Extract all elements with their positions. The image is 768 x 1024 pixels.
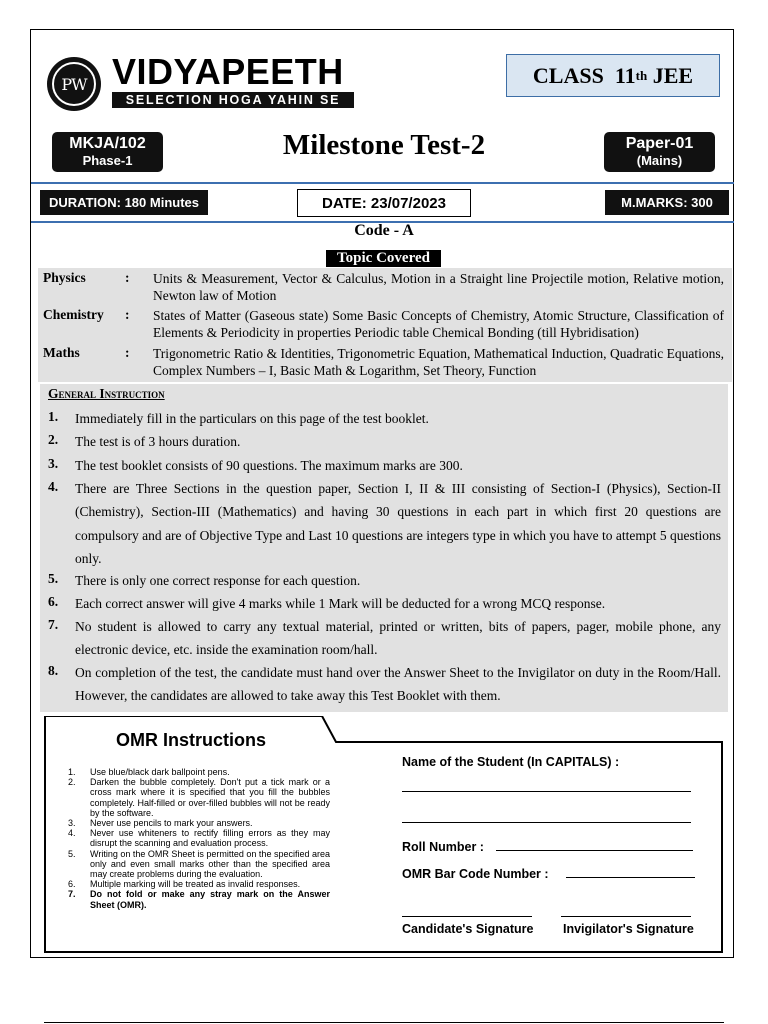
instruction-number: 8. — [48, 663, 59, 678]
topic-colon: : — [125, 307, 130, 322]
omr-item — [68, 767, 330, 777]
paper-code: Code - A — [354, 222, 414, 239]
instruction-number: 2. — [48, 432, 59, 447]
topic-text-chemistry: States of Matter (Gaseous state) Some Basic Concepts of Chemistry, Atomic Structure, Classification of Elements & Periodicity in properties Periodic table Chemical Bonding (till Hybridisation) — [153, 308, 724, 340]
omr-item-number: 3. — [68, 818, 76, 829]
roll-number-line[interactable] — [496, 850, 693, 851]
instruction-text: The test booklet consists of 90 questions. The maximum marks are 300. — [75, 458, 463, 473]
topic-subject-maths: Maths — [43, 345, 80, 360]
class-exam: JEE — [652, 62, 694, 88]
paper-badge — [604, 132, 715, 172]
omr-item-text: Do not fold or make any stray mark on the Answer Sheet (OMR). — [90, 889, 330, 910]
instruction-number: 5. — [48, 571, 59, 586]
omr-item-text: Multiple marking will be treated as invalid responses. — [90, 879, 301, 890]
omr-item-number: 2. — [68, 777, 76, 788]
instruction-number: 4. — [48, 479, 59, 494]
logo-mark: PW — [52, 62, 96, 106]
test-code: MKJA/102 — [69, 135, 146, 152]
instruction-text: There are Three Sections in the question paper, Section I, II & III consisting of Section-I (Physics), Section-II (Chemistry), Section-III (Mathematics) and having 30 questions in each part in which first 20 questions are compulsory and are of Objective Type and Last 10 questions are integers type in which you have to attempt 5 questions only. — [75, 481, 721, 566]
pw-logo — [47, 57, 101, 111]
candidate-signature-line[interactable] — [402, 916, 532, 917]
test-phase: Phase-1 — [82, 153, 133, 168]
omr-item-text: Writing on the OMR Sheet is permitted on the specified area only and even small marks other than the specified area may create problems during the evaluation. — [90, 848, 330, 880]
omr-item — [68, 889, 330, 909]
date-box: DATE: 23/07/2023 — [297, 189, 471, 217]
instruction-number: 6. — [48, 594, 59, 609]
invigilator-signature-line[interactable] — [561, 916, 691, 917]
omr-item-text: Never use pencils to mark your answers. — [90, 818, 253, 829]
roll-number-label: Roll Number : — [402, 840, 484, 854]
instructions-title: General Instruction — [48, 386, 165, 401]
topic-heading: Topic Covered — [326, 250, 441, 267]
topic-colon: : — [125, 345, 130, 360]
instruction-text: Each correct answer will give 4 marks while 1 Mark will be deducted for a wrong MCQ response. — [75, 596, 606, 611]
test-title: Milestone Test-2 — [282, 129, 486, 161]
duration-bar: DURATION: 180 Minutes — [40, 190, 208, 215]
omr-item-number: 1. — [68, 767, 76, 777]
instruction-text: The test is of 3 hours duration. — [75, 434, 241, 449]
marks-bar: M.MARKS: 300 — [605, 190, 729, 215]
omr-barcode-label: OMR Bar Code Number : — [402, 867, 549, 881]
instruction-number: 7. — [48, 617, 59, 632]
topic-text-physics: Units & Measurement, Vector & Calculus, Motion in a Straight line Projectile motion, Relative motion, Newton law of Motion — [153, 271, 724, 303]
paper-number: Paper-01 — [625, 135, 694, 152]
brand-name: VIDYAPEETH — [112, 51, 344, 92]
omr-item-text: Darken the bubble completely. Don't put a tick mark or a cross mark where it is specified that you fill the bubbles completely. Half-filled or over-filled bubbles will not be ready by the software. — [90, 777, 330, 818]
paper-type: (Mains) — [636, 153, 683, 168]
omr-item — [68, 777, 330, 818]
brand-tagline: SELECTION HOGA YAHIN SE — [112, 92, 354, 108]
student-name-line-2[interactable] — [402, 822, 691, 823]
omr-item — [68, 828, 330, 848]
topic-subject-physics: Physics — [43, 270, 86, 285]
omr-item-number: 5. — [68, 848, 76, 859]
class-number: 11 — [614, 62, 636, 88]
class-suffix: th — [635, 67, 648, 83]
omr-item-text: Use blue/black dark ballpoint pens. — [90, 767, 230, 777]
instruction-text: On completion of the test, the candidate must hand over the Answer Sheet to the Invigilator on duty in the Room/Hall. However, the candidates are allowed to take away this Test Booklet with them. — [75, 665, 721, 704]
instruction-number: 3. — [48, 456, 59, 471]
topic-text-maths: Trigonometric Ratio & Identities, Trigonometric Equation, Mathematical Induction, Quadratic Equations, Complex Numbers – I, Basic Math & Logarithm, Set Theory, Function — [153, 346, 724, 378]
omr-item — [68, 879, 330, 889]
omr-item-number: 7. — [68, 889, 76, 900]
omr-item-text: Never use whiteners to rectify filling errors as they may disrupt the scanning and evaluation process. — [90, 828, 330, 849]
divider-top — [31, 182, 734, 184]
instruction-text: There is only one correct response for each question. — [75, 573, 361, 588]
student-name-label: Name of the Student (In CAPITALS) : — [402, 755, 620, 769]
omr-barcode-line[interactable] — [566, 877, 695, 878]
omr-title: OMR Instructions — [116, 730, 267, 750]
class-label: CLASS — [532, 62, 604, 88]
test-code-badge — [52, 132, 163, 172]
instruction-text: Immediately fill in the particulars on this page of the test booklet. — [75, 411, 429, 426]
instruction-number: 1. — [48, 409, 59, 424]
topic-subject-chemistry: Chemistry — [43, 307, 104, 322]
omr-item — [68, 849, 330, 880]
omr-item-number: 6. — [68, 879, 76, 890]
candidate-signature-label: Candidate's Signature — [402, 922, 534, 936]
student-name-line-1[interactable] — [402, 791, 691, 792]
omr-item-number: 4. — [68, 828, 76, 839]
topic-colon: : — [125, 270, 130, 285]
footer-rule — [44, 1022, 724, 1023]
invigilator-signature-label: Invigilator's Signature — [563, 922, 694, 936]
omr-instructions-list — [68, 767, 330, 910]
class-box — [506, 54, 720, 97]
instruction-text: No student is allowed to carry any textual material, printed or written, bits of papers, pager, mobile phone, any electronic device, etc. inside the examination room/hall. — [75, 619, 721, 658]
omr-item — [68, 818, 330, 828]
